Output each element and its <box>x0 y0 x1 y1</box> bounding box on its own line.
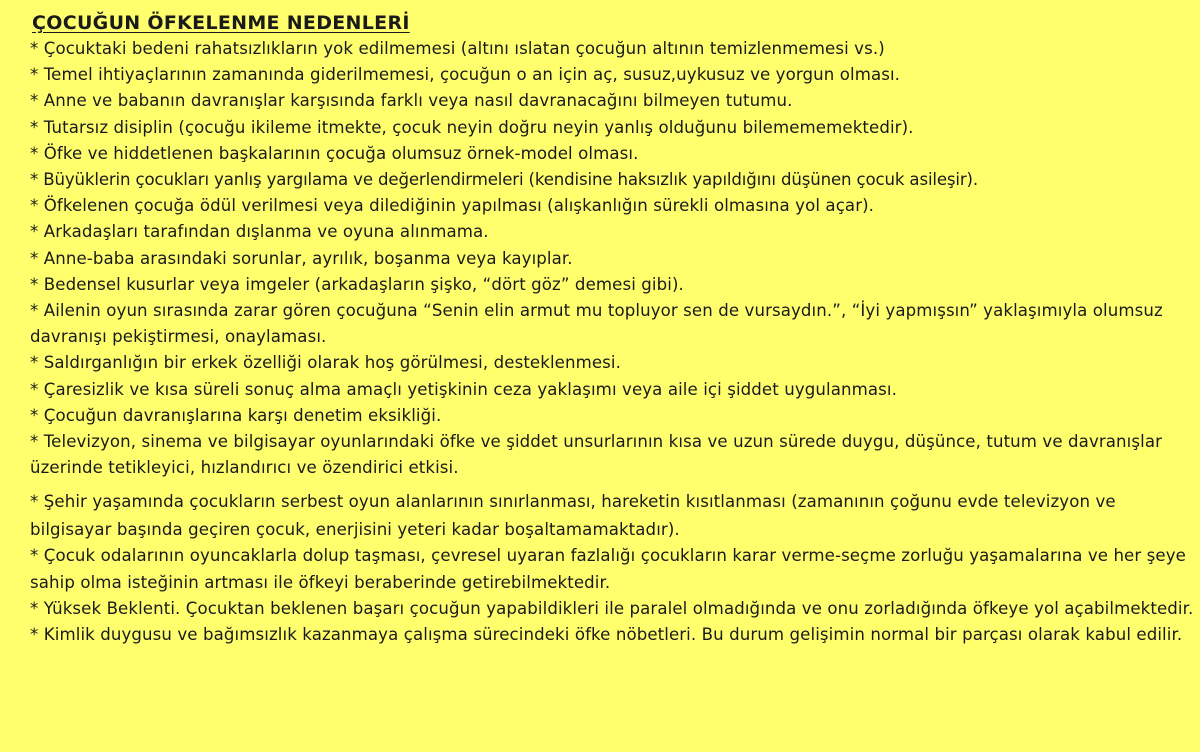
list-item: * Şehir yaşamında çocukların serbest oyun alanlarının sınırlanması, hareketin kısıtlanması (zamanının çoğunu evde televizyon ve bilgisayar başında geçiren çocuk, enerjisini yeteri kadar boşaltamamaktadır). <box>30 492 1116 539</box>
list-item: * Çocuğun davranışlarına karşı denetim eksikliği. <box>30 405 442 425</box>
list-item: * Temel ihtiyaçlarının zamanında giderilmemesi, çocuğun o an için aç, susuz,uykusuz ve yorgun olması. <box>30 65 901 85</box>
document-title: ÇOCUĞUN ÖFKELENME NEDENLERİ <box>32 12 410 34</box>
reasons-list <box>30 36 1194 648</box>
list-item: * Çaresizlik ve kısa süreli sonuç alma amaçlı yetişkinin ceza yaklaşımı veya aile içi şiddet uygulanması. <box>30 379 897 399</box>
list-item: * Bedensel kusurlar veya imgeler (arkadaşların şişko, “dört göz” demesi gibi). <box>30 274 684 294</box>
list-item: * Tutarsız disiplin (çocuğu ikileme itmekte, çocuk neyin doğru neyin yanlış olduğunu bilemememektedir). <box>30 117 914 137</box>
list-item: * Çocuk odalarının oyuncaklarla dolup taşması, çevresel uyaran fazlalığı çocukların karar verme-seçme zorluğu yaşamalarına ve her şeye sahip olma isteğinin artması ile öfkeyi beraberinde getirebilmektedir. <box>30 546 1186 592</box>
list-item: * Büyüklerin çocukları yanlış yargılama ve değerlendirmeleri (kendisine haksızlık yapıldığını düşünen çocuk asileşir). <box>30 170 979 190</box>
document-page <box>30 10 1194 648</box>
list-item: * Yüksek Beklenti. Çocuktan beklenen başarı çocuğun yapabildikleri ile paralel olmadığında ve onu zorladığında öfkeye yol açabilmektedir. <box>30 598 1194 618</box>
list-item: * Ailenin oyun sırasında zarar gören çocuğuna “Senin elin armut mu topluyor sen de vursaydın.”, “İyi yapmışsın” yaklaşımıyla olumsuz davranışı pekiştirmesi, onaylaması. <box>30 301 1163 347</box>
list-item: * Kimlik duygusu ve bağımsızlık kazanmaya çalışma sürecindeki öfke nöbetleri. Bu durum gelişimin normal bir parçası olarak kabul edilir. <box>30 625 1183 645</box>
list-item: * Arkadaşları tarafından dışlanma ve oyuna alınmama. <box>30 222 489 242</box>
list-item: * Anne ve babanın davranışlar karşısında farklı veya nasıl davranacağını bilmeyen tutumu. <box>30 91 793 111</box>
list-item: * Saldırganlığın bir erkek özelliği olarak hoş görülmesi, desteklenmesi. <box>30 353 621 373</box>
list-item: * Çocuktaki bedeni rahatsızlıkların yok edilmemesi (altını ıslatan çocuğun altının temizlenmemesi vs.) <box>30 39 885 58</box>
list-item: * Öfkelenen çocuğa ödül verilmesi veya dilediğinin yapılması (alışkanlığın sürekli olmasına yol açar). <box>30 196 875 216</box>
list-item: * Anne-baba arasındaki sorunlar, ayrılık, boşanma veya kayıplar. <box>30 248 573 268</box>
list-item: * Televizyon, sinema ve bilgisayar oyunlarındaki öfke ve şiddet unsurlarının kısa ve uzun sürede duygu, düşünce, tutum ve davranışlar üzerinde tetikleyici, hızlandırıcı ve özendirici etkisi. <box>30 432 1163 478</box>
list-item: * Öfke ve hiddetlenen başkalarının çocuğa olumsuz örnek-model olması. <box>30 143 639 163</box>
